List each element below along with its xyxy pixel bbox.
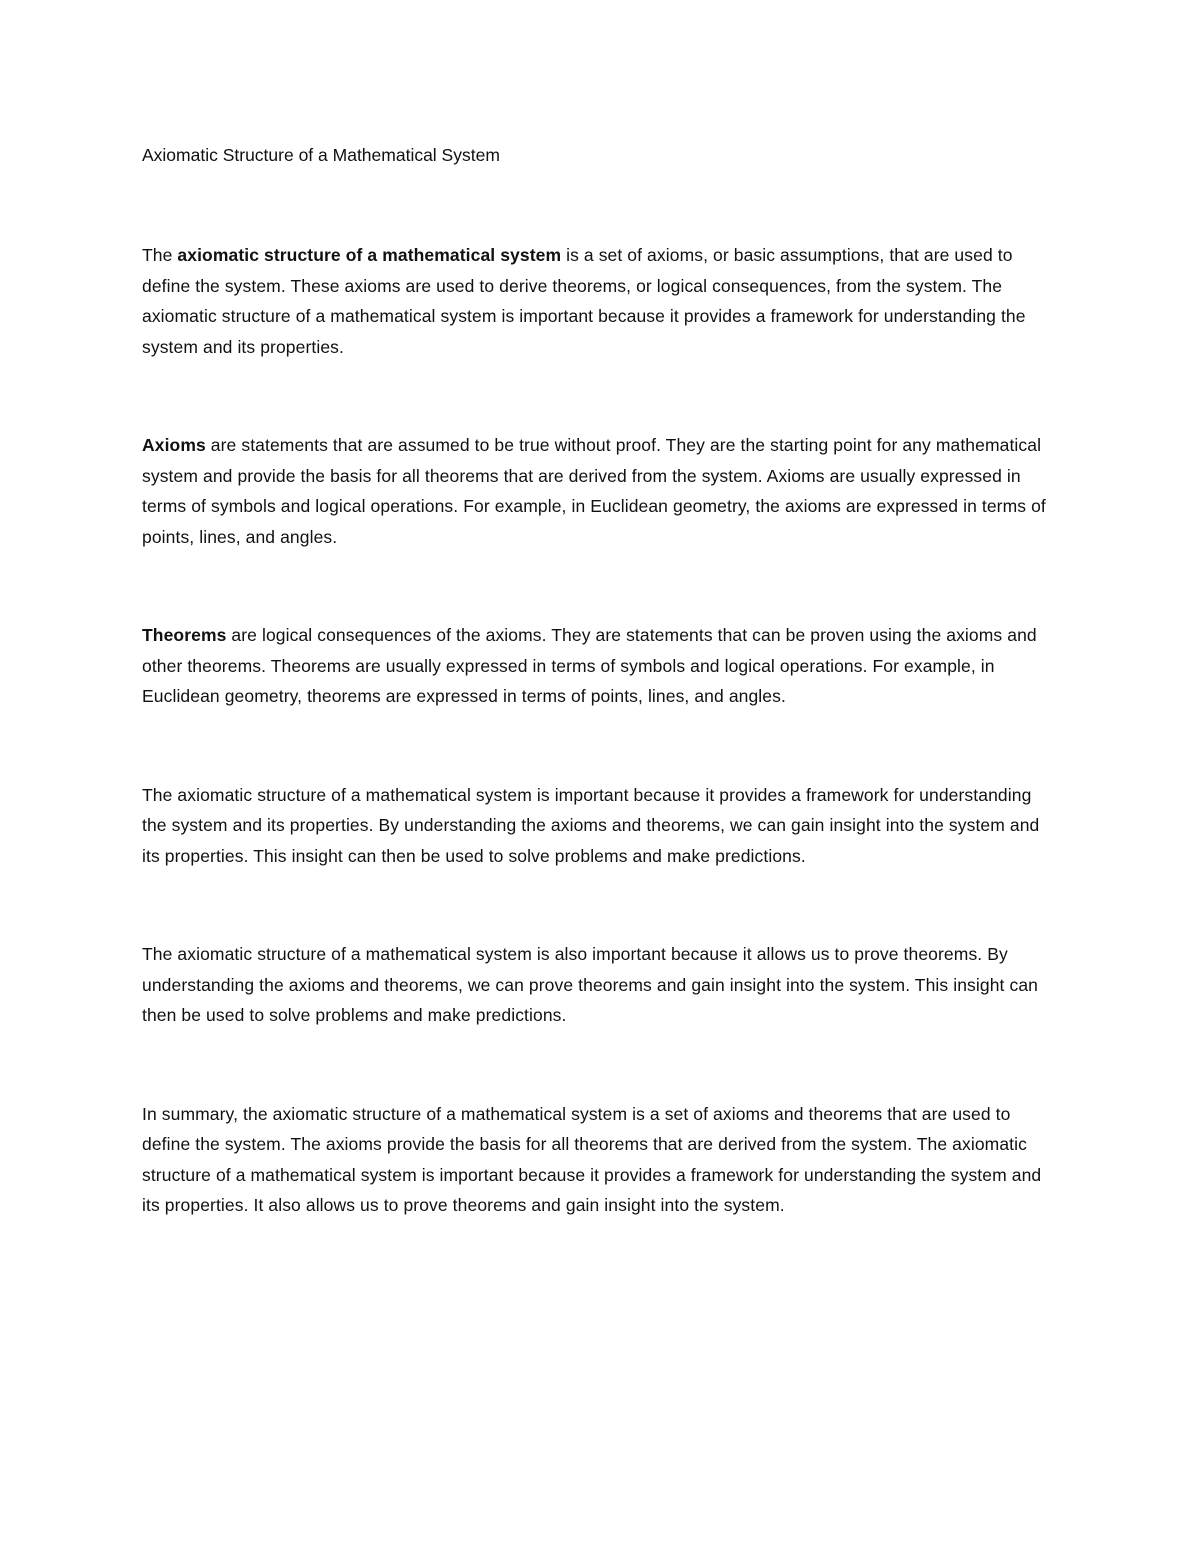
paragraph-text: is a set of axioms, or basic assumptions, that are used to define the system. These axioms are used to derive theorems, or logical consequences, from the system. The axiomatic structure of a mathematical system is important because it provides a framework for understanding the system and its properties. — [142, 245, 1026, 357]
paragraph-lead: The — [142, 245, 178, 265]
paragraph-theorems — [142, 620, 1054, 712]
document-body — [142, 140, 1054, 1221]
bold-term: Theorems — [142, 625, 227, 645]
document-title: Axiomatic Structure of a Mathematical System — [142, 145, 500, 165]
paragraph-intro — [142, 240, 1054, 362]
paragraph-text: The axiomatic structure of a mathematical system is also important because it allows us to prove theorems. By understanding the axioms and theorems, we can prove theorems and gain insight into the system. This insight can then be used to solve problems and make predictions. — [142, 944, 1038, 1025]
paragraph-text: are statements that are assumed to be true without proof. They are the starting point for any mathematical system and provide the basis for all theorems that are derived from the system. Axioms are usually expressed in terms of symbols and logical operations. For example, in Euclidean geometry, the axioms are expressed in terms of points, lines, and angles. — [142, 435, 1046, 547]
paragraph-proving — [142, 939, 1054, 1031]
bold-term: axiomatic structure of a mathematical system — [177, 245, 562, 265]
paragraph-axioms — [142, 430, 1054, 552]
bold-term: Axioms — [142, 435, 206, 455]
paragraph-text: In summary, the axiomatic structure of a mathematical system is a set of axioms and theorems that are used to define the system. The axioms provide the basis for all theorems that are derived from the system. The axiomatic structure of a mathematical system is important because it provides a framework for understanding the system and its properties. It also allows us to prove theorems and gain insight into the system. — [142, 1103, 1042, 1215]
paragraph-summary — [142, 1099, 1054, 1221]
paragraph-text: are logical consequences of the axioms. They are statements that can be proven using the axioms and other theorems. Theorems are usually expressed in terms of symbols and logical operations. For example, in Euclidean geometry, theorems are expressed in terms of points, lines, and angles. — [142, 625, 1037, 706]
paragraph-text: The axiomatic structure of a mathematical system is important because it provides a framework for understanding the system and its properties. By understanding the axioms and theorems, we can gain insight into the system and its properties. This insight can then be used to solve problems and make predictions. — [142, 784, 1040, 866]
paragraph-importance — [142, 780, 1054, 872]
